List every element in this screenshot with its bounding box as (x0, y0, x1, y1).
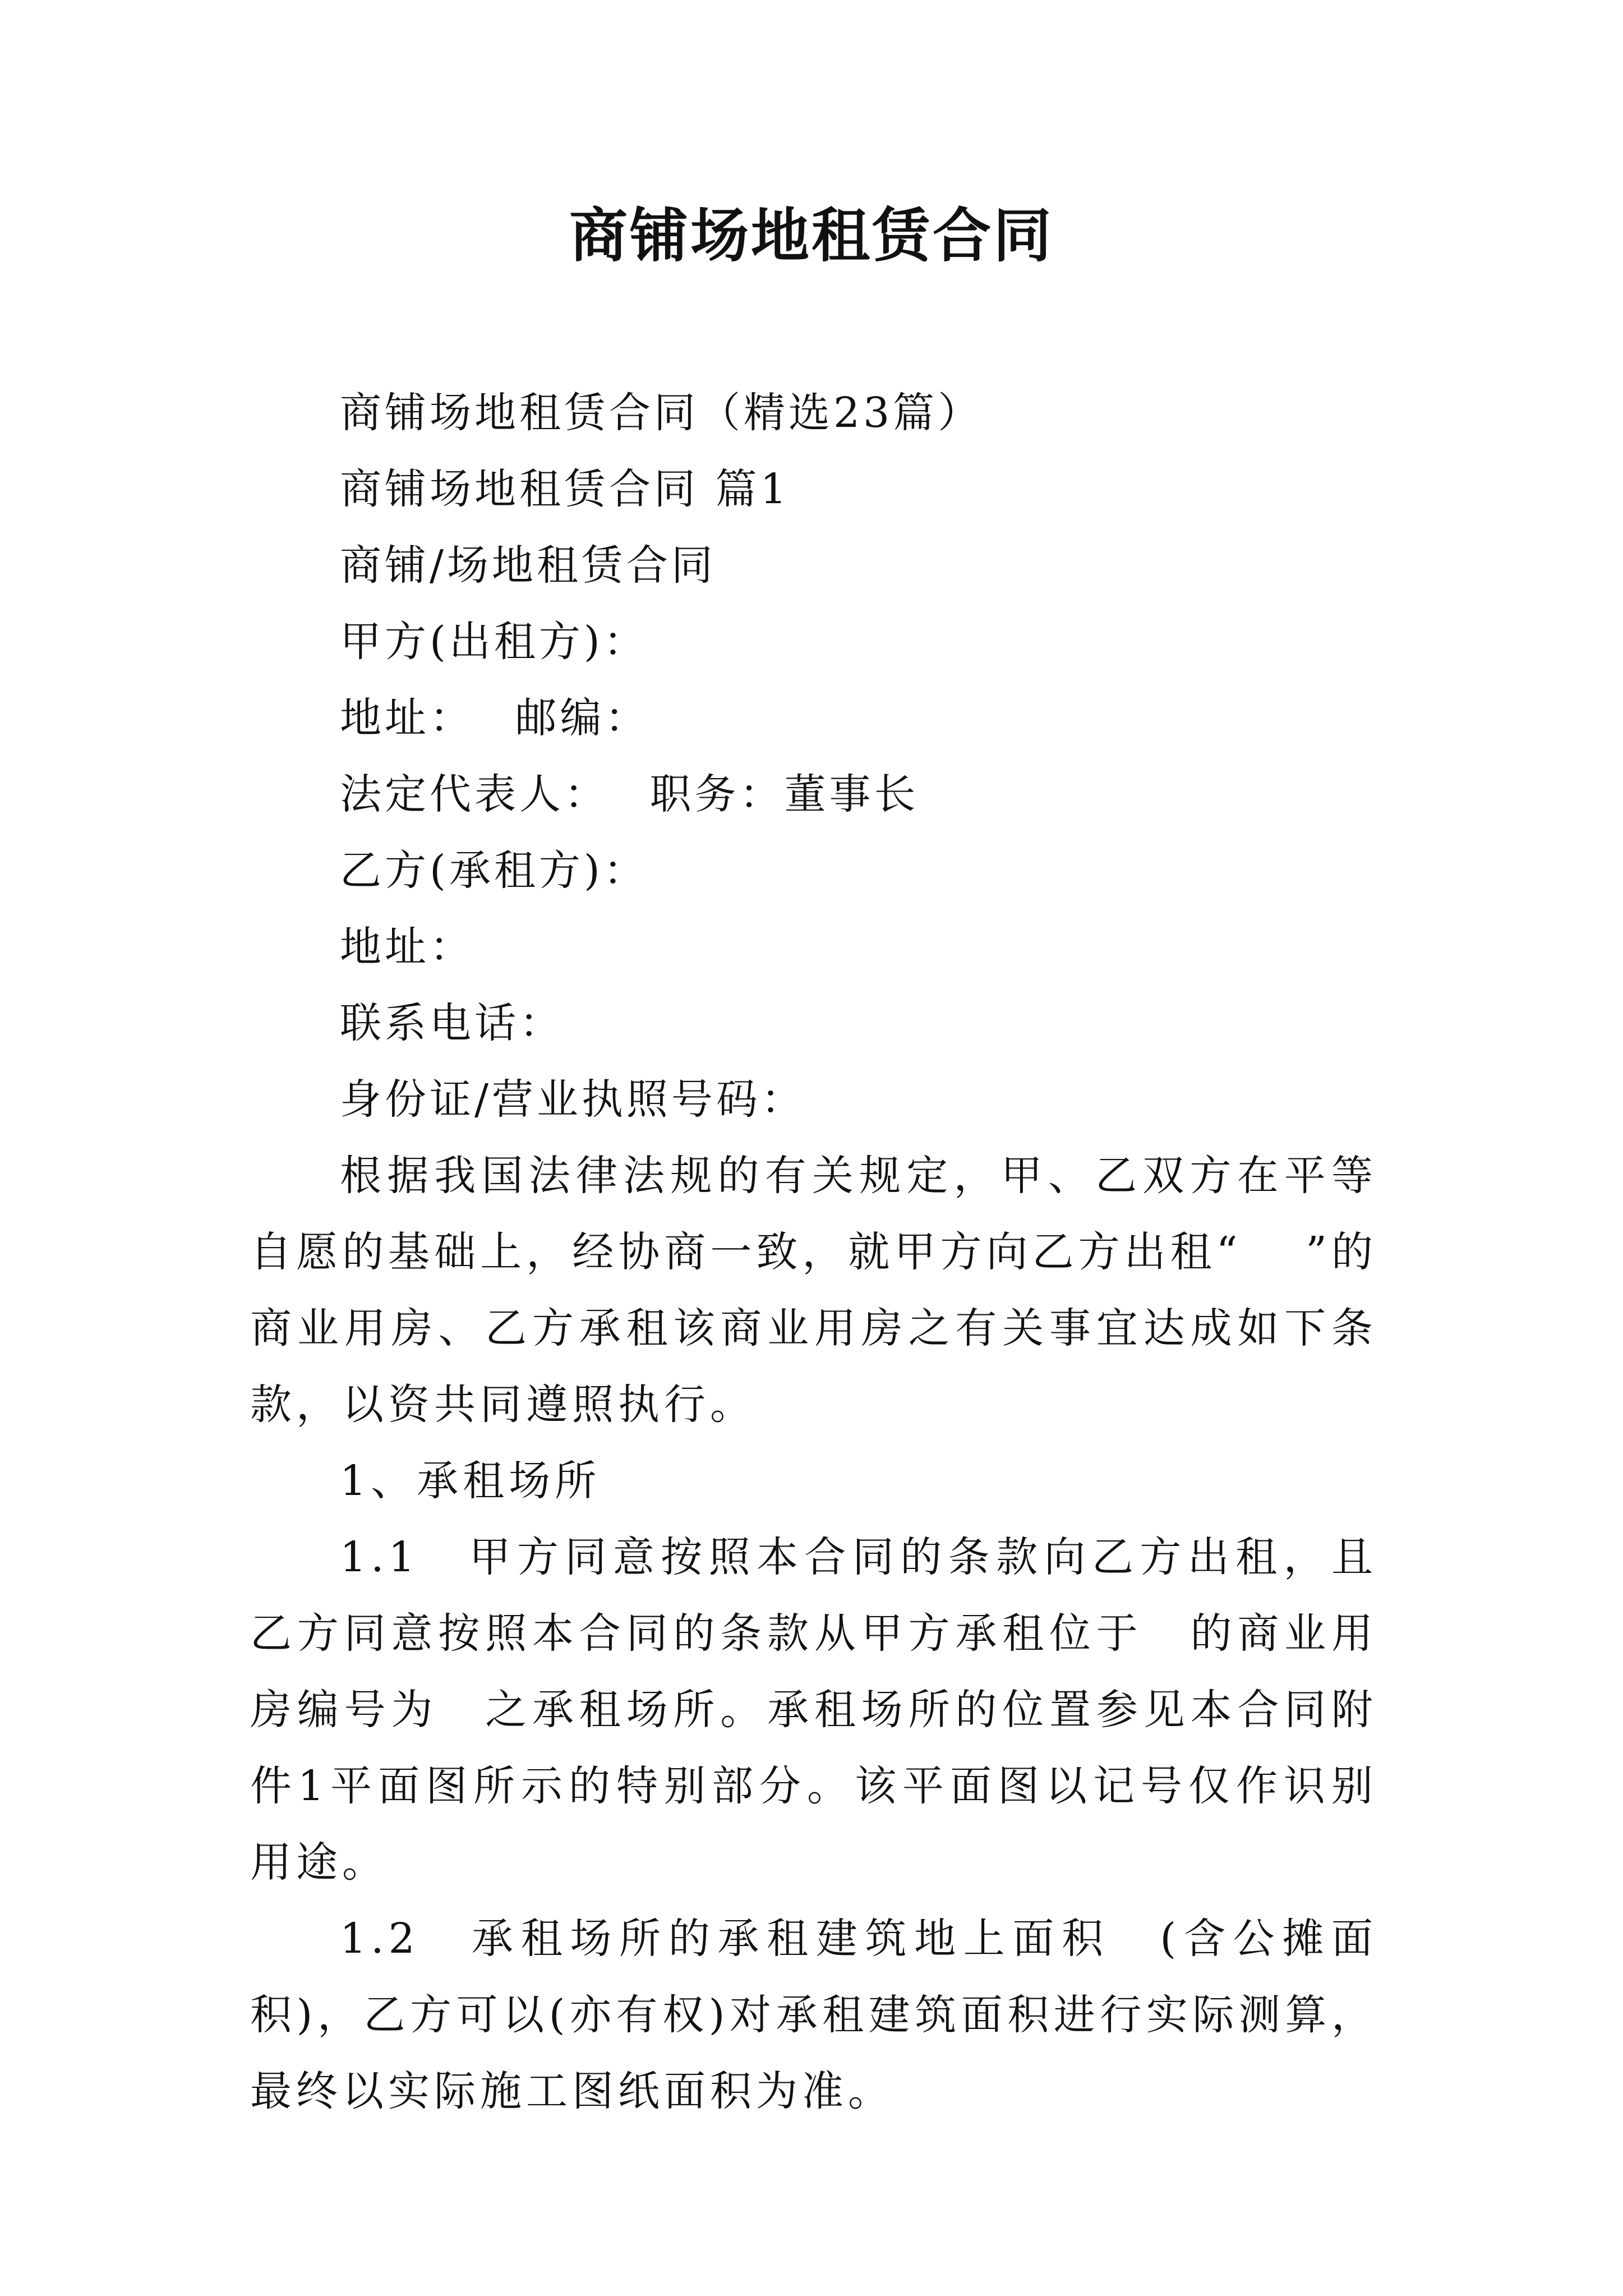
party-a-label: 甲方(出租方)： (340, 618, 648, 666)
clause-1-2: 1.2 承租场所的承租建筑地上面积 (含公摊面积)，乙方可以(亦有权)对承租建筑面积进行实际测算，最终以实际施工图纸面积为准。 (250, 1915, 1377, 2115)
preamble-paragraph: 根据我国法律法规的有关规定，甲、乙双方在平等自愿的基础上，经协商一致，就甲方向乙方出租“ ”的商业用房、乙方承租该商业用房之有关事宜达成如下条款，以资共同遵照执行。 (250, 1152, 1377, 1429)
contract-name-line: 商铺/场地租赁合同 (340, 541, 716, 590)
clause-1-1: 1.1 甲方同意按照本合同的条款向乙方出租，且乙方同意按照本合同的条款从甲方承租位于 的商业用房编号为 之承租场所。承租场所的位置参见本合同附件1平面图所示的特别部分。该平面图以记号仅作识别用途。 (250, 1533, 1377, 1887)
subtitle-line: 商铺场地租赁合同（精选23篇） (340, 389, 983, 437)
document-title: 商铺场地租赁合同 (569, 201, 1054, 270)
party-a-address: 地址： 邮编： (340, 694, 650, 742)
party-b-id-number: 身份证/营业执照号码： (340, 1075, 806, 1124)
party-b-address: 地址： (340, 923, 474, 971)
party-b-phone: 联系电话： (340, 999, 564, 1047)
section-heading: 商铺场地租赁合同 篇1 (340, 465, 790, 513)
clause-heading: 1、承租场所 (340, 1457, 601, 1505)
party-b-label: 乙方(承租方)： (340, 846, 648, 895)
party-a-representative: 法定代表人： 职务：董事长 (340, 770, 919, 818)
document-body (250, 375, 1377, 2129)
